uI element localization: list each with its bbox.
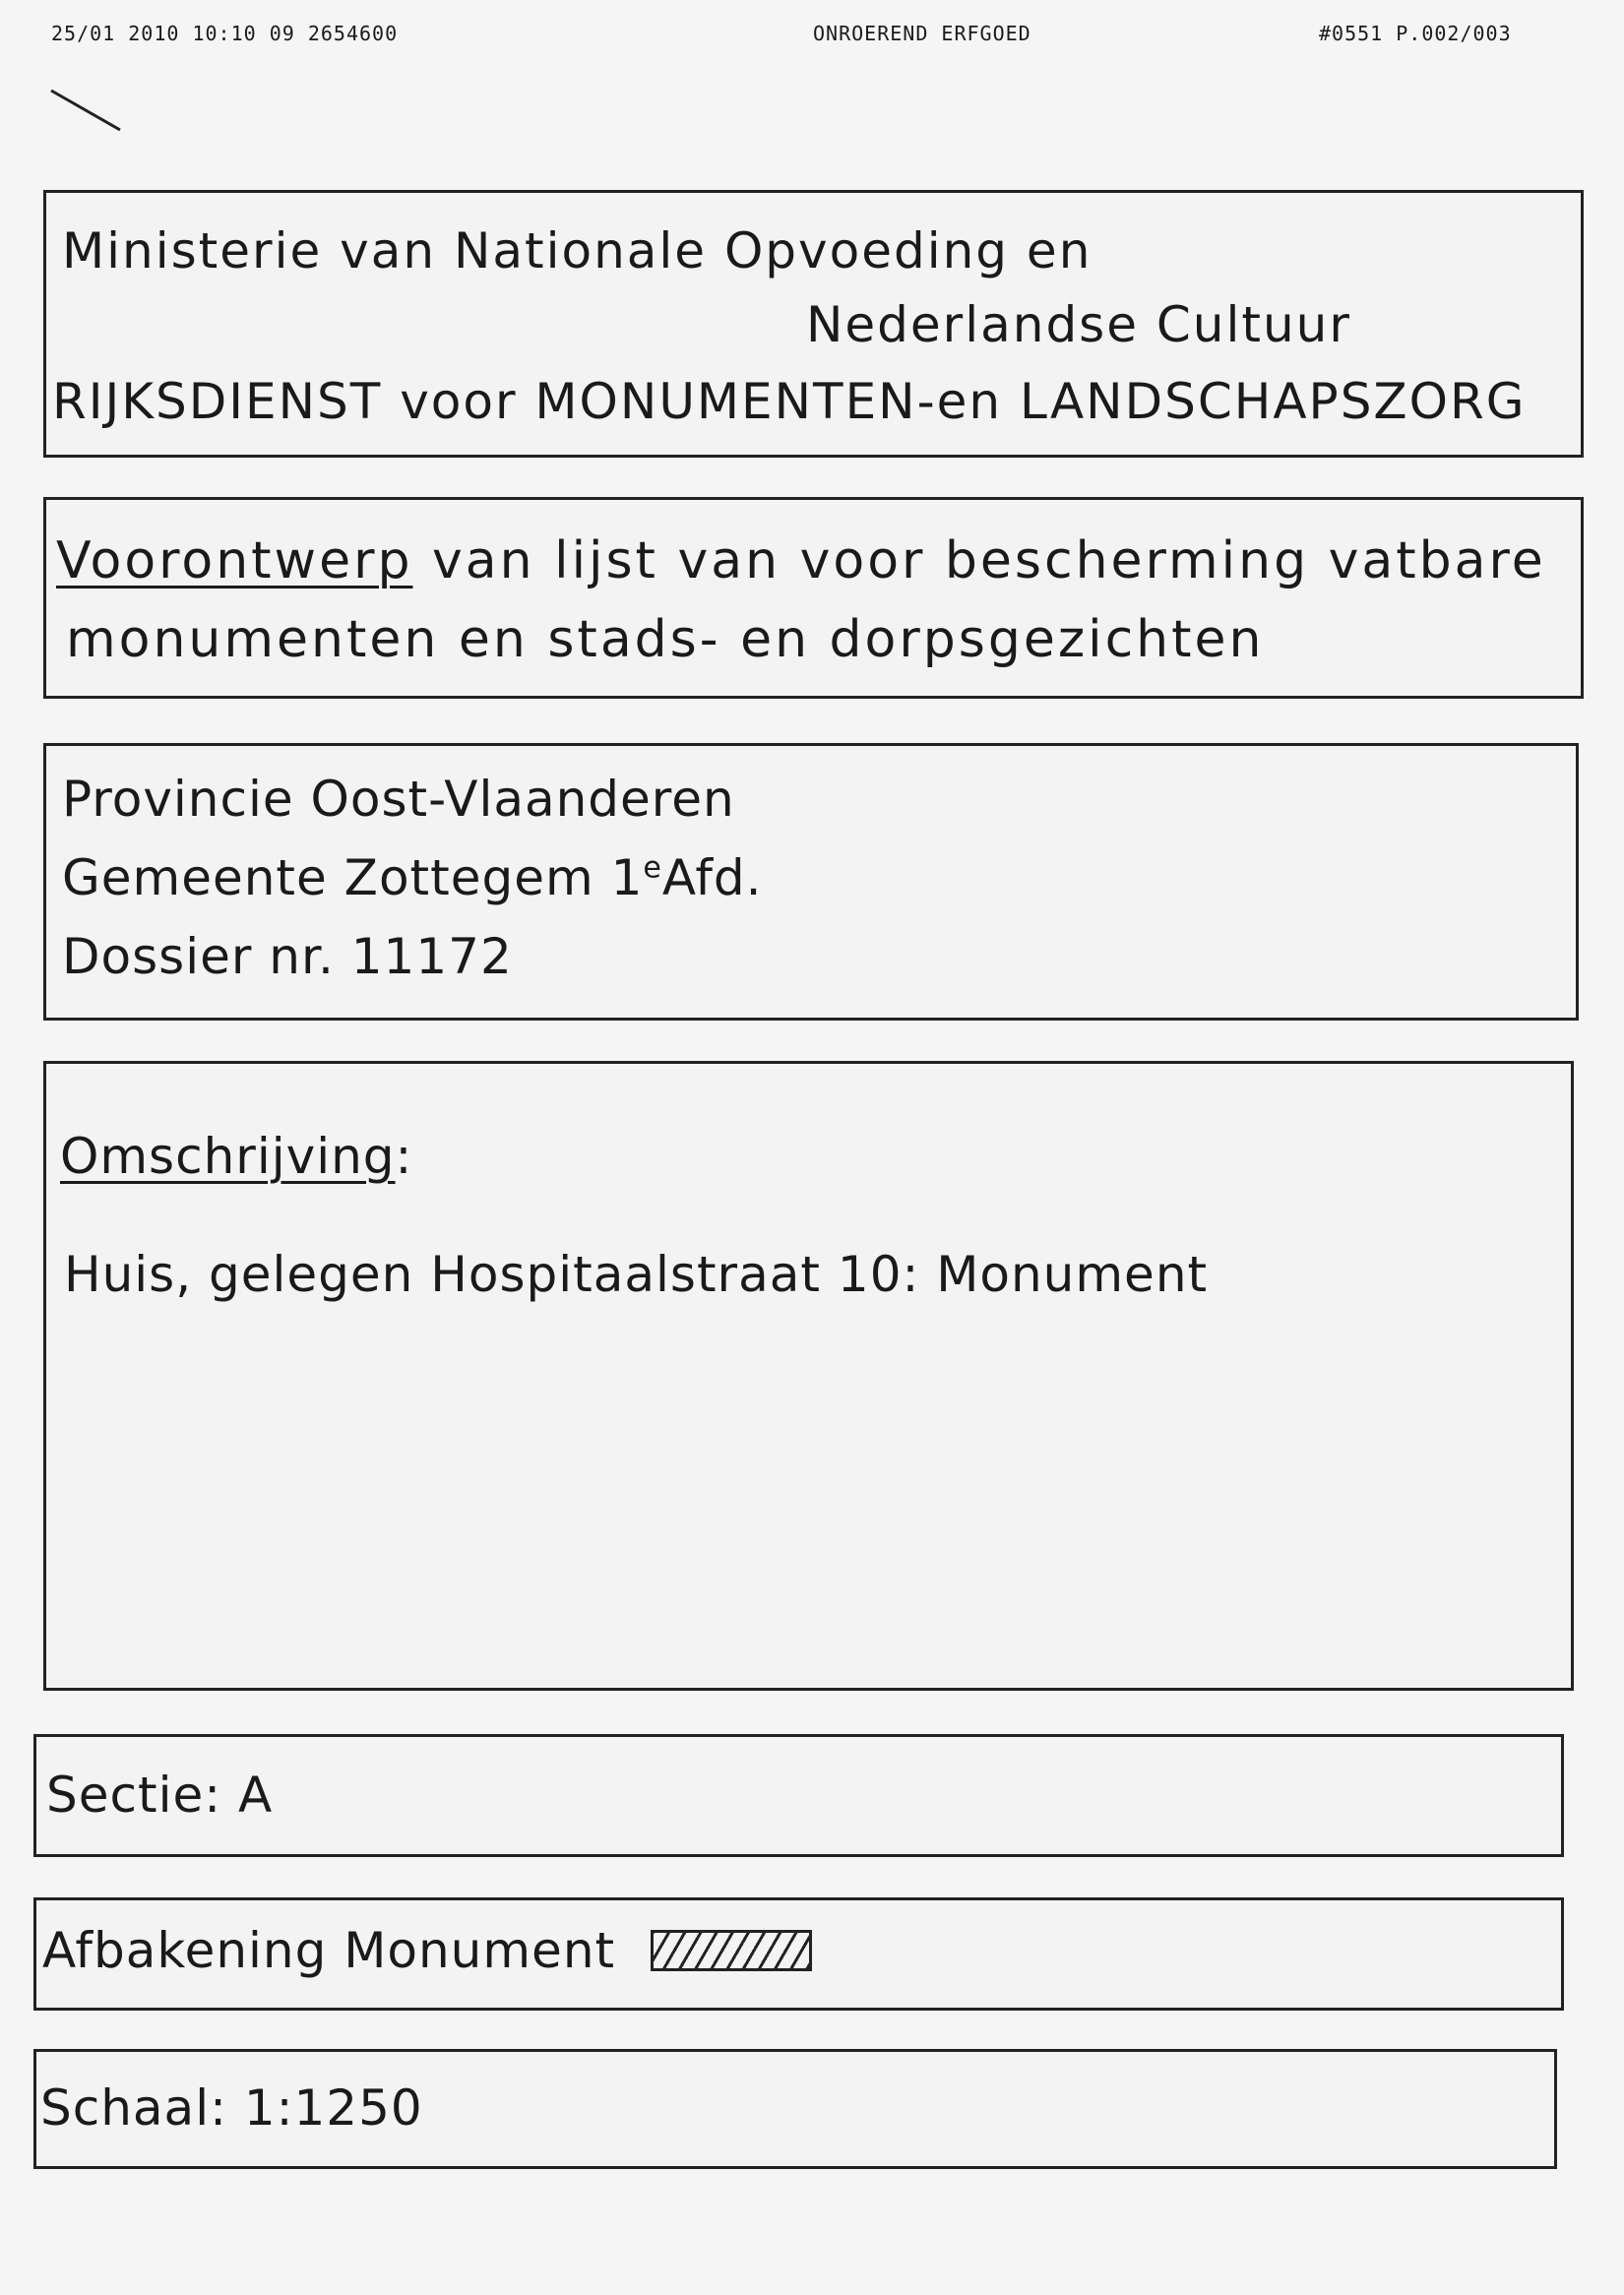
municipality-sup: e <box>643 850 662 886</box>
fax-page-info: #0551 P.002/003 <box>1319 22 1512 45</box>
title-line-1 <box>56 531 1546 590</box>
fax-sender: ONROEREND ERFGOED <box>813 22 1031 45</box>
agency-mid: voor <box>400 373 518 430</box>
hatch-legend-icon <box>651 1930 812 1971</box>
ministry-box <box>43 190 1584 458</box>
title-underlined: Voorontwerp <box>56 531 413 590</box>
fax-timestamp: 25/01 2010 10:10 09 2654600 <box>51 22 399 45</box>
agency-name <box>52 373 1527 430</box>
agency-caps: RIJKSDIENST <box>52 373 383 430</box>
demarcation-text: Afbakening Monument <box>42 1922 616 1979</box>
description-heading-label: Omschrijving <box>60 1128 396 1185</box>
scale-text: Schaal: 1:1250 <box>40 2079 423 2137</box>
section-box <box>33 1734 1564 1857</box>
province: Provincie Oost-Vlaanderen <box>62 771 735 828</box>
title-line-2: monumenten en stads- en dorpsgezichten <box>66 610 1265 669</box>
demarcation-line <box>42 1922 812 1979</box>
description-text: Huis, gelegen Hospitaalstraat 10: Monument <box>64 1246 1209 1303</box>
ministry-line-2: Nederlandse Cultuur <box>806 296 1351 353</box>
municipality <box>62 849 763 906</box>
section-text: Sectie: A <box>46 1767 274 1824</box>
demarcation-box <box>33 1897 1564 2011</box>
description-heading-suffix: : <box>395 1128 413 1185</box>
description-heading <box>60 1128 412 1185</box>
fax-header <box>0 22 1624 51</box>
description-box <box>43 1061 1574 1691</box>
municipality-suffix: Afd. <box>661 849 763 906</box>
title-rest: van lijst van voor bescherming vatbare <box>432 531 1546 590</box>
location-box <box>43 743 1579 1021</box>
dossier-number: Dossier nr. 11172 <box>62 928 513 985</box>
scale-box <box>33 2049 1557 2169</box>
slash-mark-icon <box>49 87 128 136</box>
ministry-line-1: Ministerie van Nationale Opvoeding en <box>62 222 1093 279</box>
municipality-prefix: Gemeente Zottegem 1 <box>62 849 644 906</box>
agency-rest: MONUMENTEN-en LANDSCHAPSZORG <box>534 373 1527 430</box>
title-box <box>43 497 1584 699</box>
